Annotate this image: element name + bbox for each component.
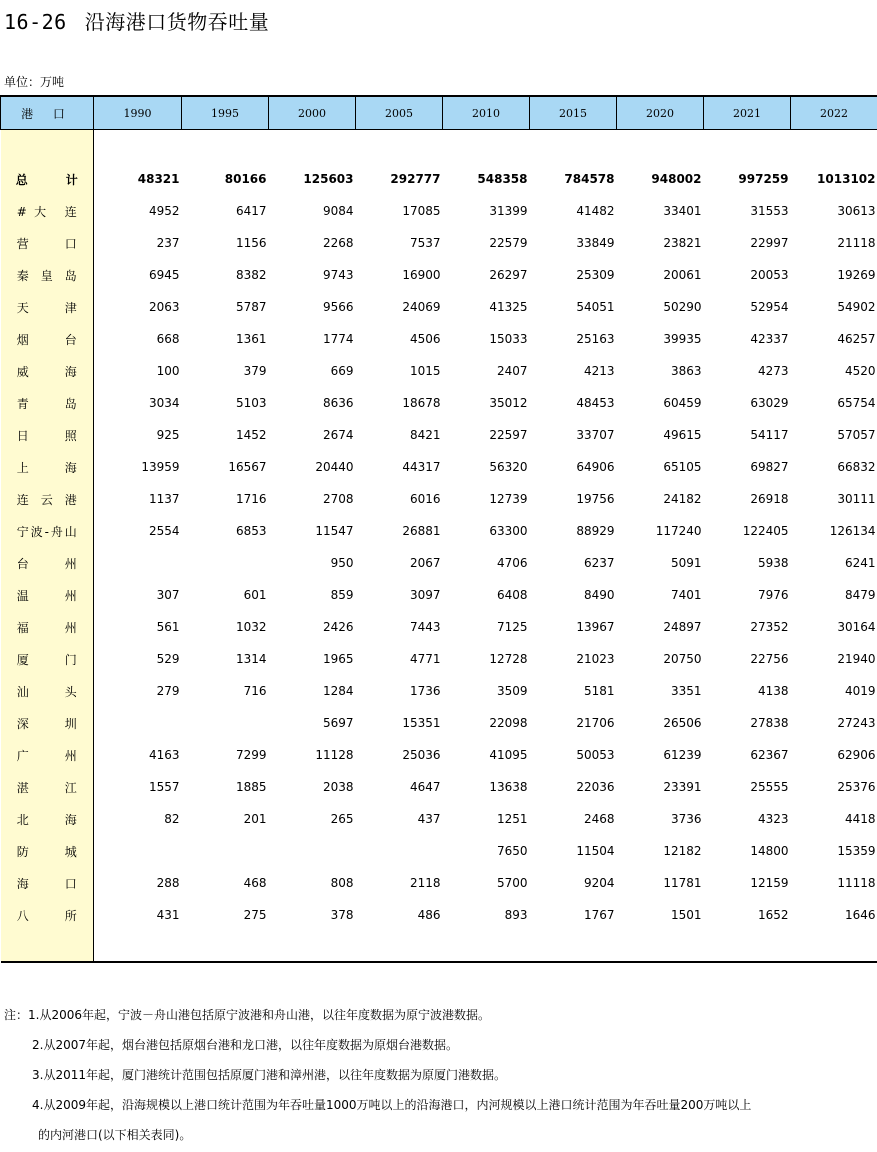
value-cell-2010: 12728 bbox=[489, 652, 528, 666]
value-cell-2015: 5181 bbox=[583, 684, 615, 698]
value-cell-1995: 6853 bbox=[235, 524, 267, 538]
value-cell-1990: 279 bbox=[156, 684, 180, 698]
port-name: 天 津 bbox=[16, 300, 77, 315]
year-header-2005: 2005 bbox=[356, 96, 443, 130]
value-cell-2010: 2407 bbox=[496, 364, 528, 378]
value-cell-2005: 7443 bbox=[409, 620, 441, 634]
value-cell-2020: 117240 bbox=[655, 524, 702, 538]
footnote-line: 的内河港口(以下相关表同)。 bbox=[38, 1128, 192, 1142]
value-cell-2005: 15351 bbox=[402, 716, 441, 730]
value-cell-2010: 63300 bbox=[489, 524, 528, 538]
value-cell-2022: 30164 bbox=[837, 620, 876, 634]
value-cell-2005: 1015 bbox=[409, 364, 441, 378]
value-cell-2000 bbox=[269, 835, 356, 867]
value-cell-1990 bbox=[94, 547, 182, 579]
value-cell-2020: 65105 bbox=[663, 460, 702, 474]
value-cell-2010: 41095 bbox=[489, 748, 528, 762]
value-cell-2021: 63029 bbox=[750, 396, 789, 410]
value-cell-1990: 6945 bbox=[148, 268, 180, 282]
value-cell-1995: 7299 bbox=[235, 748, 267, 762]
table-row bbox=[1, 323, 877, 355]
value-cell-1995: 379 bbox=[243, 364, 267, 378]
value-cell-2022: 8479 bbox=[844, 588, 876, 602]
spacer-row bbox=[1, 130, 877, 164]
value-cell-2005: 2067 bbox=[409, 556, 441, 570]
port-name: #大 连 bbox=[16, 204, 77, 219]
port-name: 总 计 bbox=[15, 172, 78, 187]
value-cell-1995: 1885 bbox=[235, 780, 267, 794]
port-name: 厦 门 bbox=[16, 652, 77, 667]
value-cell-2010: 22597 bbox=[489, 428, 528, 442]
value-cell-1995: 468 bbox=[243, 876, 267, 890]
port-name: 深 圳 bbox=[16, 716, 77, 731]
table-row bbox=[1, 579, 877, 611]
value-cell-1990 bbox=[94, 835, 182, 867]
value-cell-2020: 5091 bbox=[670, 556, 702, 570]
table-header-row bbox=[1, 96, 877, 130]
value-cell-2010: 7125 bbox=[496, 620, 528, 634]
value-cell-1990: 3034 bbox=[148, 396, 180, 410]
value-cell-2015: 25163 bbox=[576, 332, 615, 346]
value-cell-2021: 4273 bbox=[757, 364, 789, 378]
value-cell-2000: 378 bbox=[330, 908, 354, 922]
value-cell-2021: 42337 bbox=[750, 332, 789, 346]
value-cell-2015: 41482 bbox=[576, 204, 615, 218]
value-cell-2005: 25036 bbox=[402, 748, 441, 762]
value-cell-2022: 1013102 bbox=[817, 172, 876, 186]
table-row bbox=[1, 611, 877, 643]
value-cell-2005: 7537 bbox=[409, 236, 441, 250]
value-cell-1995 bbox=[182, 835, 269, 867]
port-name: 温 州 bbox=[16, 588, 77, 603]
value-cell-2010: 31399 bbox=[489, 204, 528, 218]
value-cell-2000: 2708 bbox=[322, 492, 354, 506]
value-cell-1990: 1137 bbox=[148, 492, 180, 506]
port-name: 广 州 bbox=[16, 748, 77, 763]
value-cell-2015: 21023 bbox=[576, 652, 615, 666]
table-row bbox=[1, 451, 877, 483]
port-name: 台 州 bbox=[16, 556, 77, 571]
value-cell-1990: 100 bbox=[156, 364, 180, 378]
value-cell-2022: 1646 bbox=[844, 908, 876, 922]
value-cell-2010: 6408 bbox=[496, 588, 528, 602]
value-cell-1990: 561 bbox=[156, 620, 180, 634]
value-cell-2015: 784578 bbox=[564, 172, 615, 186]
value-cell-1995: 1156 bbox=[235, 236, 267, 250]
value-cell-1990: 4163 bbox=[148, 748, 180, 762]
value-cell-2021: 52954 bbox=[750, 300, 789, 314]
year-header-2015: 2015 bbox=[530, 96, 617, 130]
value-cell-2000: 11547 bbox=[315, 524, 354, 538]
value-cell-1995: 201 bbox=[243, 812, 267, 826]
value-cell-2005: 4647 bbox=[409, 780, 441, 794]
value-cell-2000: 1774 bbox=[322, 332, 354, 346]
value-cell-2015: 22036 bbox=[576, 780, 615, 794]
port-name: 八 所 bbox=[16, 908, 77, 923]
value-cell-1990: 668 bbox=[156, 332, 180, 346]
value-cell-2021: 4323 bbox=[757, 812, 789, 826]
value-cell-2021: 27838 bbox=[750, 716, 789, 730]
value-cell-2022: 11118 bbox=[837, 876, 876, 890]
value-cell-2022: 27243 bbox=[837, 716, 876, 730]
value-cell-2020: 23821 bbox=[663, 236, 702, 250]
value-cell-2015: 64906 bbox=[576, 460, 615, 474]
value-cell-1995: 275 bbox=[243, 908, 267, 922]
footnote-line: 4.从2009年起，沿海规模以上港口统计范围为年吞吐量1000万吨以上的沿海港口，内河规模以上港口统计范围为年吞吐量200万吨以上 bbox=[32, 1098, 752, 1112]
value-cell-2000: 808 bbox=[330, 876, 354, 890]
table-end-row bbox=[1, 931, 877, 962]
table-row bbox=[1, 387, 877, 419]
port-name: 防 城 bbox=[16, 844, 77, 859]
value-cell-2022: 54902 bbox=[837, 300, 876, 314]
value-cell-2000: 5697 bbox=[322, 716, 354, 730]
value-cell-2005 bbox=[356, 835, 443, 867]
value-cell-1995: 1716 bbox=[235, 492, 267, 506]
value-cell-1990: 307 bbox=[156, 588, 180, 602]
value-cell-1995: 8382 bbox=[235, 268, 267, 282]
port-column-header: 港 口 bbox=[1, 96, 94, 130]
value-cell-2000: 20440 bbox=[315, 460, 354, 474]
table-row bbox=[1, 291, 877, 323]
table-row bbox=[1, 227, 877, 259]
value-cell-2015: 8490 bbox=[583, 588, 615, 602]
port-name: 连云港 bbox=[16, 492, 77, 507]
value-cell-2010: 22579 bbox=[489, 236, 528, 250]
table-row bbox=[1, 803, 877, 835]
value-cell-2021: 20053 bbox=[750, 268, 789, 282]
port-name: 海 口 bbox=[16, 876, 77, 891]
value-cell-2015: 25309 bbox=[576, 268, 615, 282]
year-header-2010: 2010 bbox=[443, 96, 530, 130]
value-cell-1995: 80166 bbox=[224, 172, 267, 186]
value-cell-2022: 62906 bbox=[837, 748, 876, 762]
year-header-2020: 2020 bbox=[617, 96, 704, 130]
table-row bbox=[1, 643, 877, 675]
value-cell-2022: 30613 bbox=[837, 204, 876, 218]
table-row bbox=[1, 419, 877, 451]
port-name: 福 州 bbox=[16, 620, 77, 635]
value-cell-2000: 2268 bbox=[322, 236, 354, 250]
table-row bbox=[1, 771, 877, 803]
value-cell-2010: 3509 bbox=[496, 684, 528, 698]
value-cell-1995 bbox=[182, 707, 269, 739]
value-cell-2000: 1284 bbox=[322, 684, 354, 698]
value-cell-2022: 15359 bbox=[837, 844, 876, 858]
table-row bbox=[1, 675, 877, 707]
value-cell-2021: 26918 bbox=[750, 492, 789, 506]
port-name: 北 海 bbox=[16, 812, 77, 827]
value-cell-2021: 22756 bbox=[750, 652, 789, 666]
value-cell-2010: 15033 bbox=[489, 332, 528, 346]
value-cell-2010: 13638 bbox=[489, 780, 528, 794]
value-cell-2005: 26881 bbox=[402, 524, 441, 538]
port-name: 宁波-舟山 bbox=[16, 524, 77, 539]
table-row bbox=[1, 483, 877, 515]
table-row bbox=[1, 195, 877, 227]
value-cell-2020: 26506 bbox=[663, 716, 702, 730]
value-cell-2015: 54051 bbox=[576, 300, 615, 314]
port-name: 汕 头 bbox=[16, 684, 77, 699]
unit-label: 单位：万吨 bbox=[4, 75, 65, 89]
value-cell-2022: 57057 bbox=[837, 428, 876, 442]
port-name: 营 口 bbox=[16, 236, 77, 251]
value-cell-2020: 11781 bbox=[663, 876, 702, 890]
value-cell-2005: 1736 bbox=[409, 684, 441, 698]
value-cell-2000: 125603 bbox=[303, 172, 354, 186]
value-cell-1995: 716 bbox=[243, 684, 267, 698]
table-row bbox=[1, 899, 877, 931]
value-cell-2015: 33707 bbox=[576, 428, 615, 442]
value-cell-2000: 669 bbox=[330, 364, 354, 378]
value-cell-2020: 33401 bbox=[663, 204, 702, 218]
value-cell-1990: 431 bbox=[156, 908, 180, 922]
table-row bbox=[1, 835, 877, 867]
value-cell-2021: 62367 bbox=[750, 748, 789, 762]
value-cell-1990: 2063 bbox=[148, 300, 180, 314]
table-body bbox=[1, 130, 877, 963]
table-row bbox=[1, 355, 877, 387]
value-cell-2010: 5700 bbox=[496, 876, 528, 890]
value-cell-2010: 7650 bbox=[496, 844, 528, 858]
value-cell-2010: 893 bbox=[504, 908, 528, 922]
value-cell-2010: 41325 bbox=[489, 300, 528, 314]
value-cell-2022: 21118 bbox=[837, 236, 876, 250]
value-cell-2021: 27352 bbox=[750, 620, 789, 634]
value-cell-2021: 31553 bbox=[750, 204, 789, 218]
footnotes bbox=[4, 1000, 751, 1150]
page-title bbox=[4, 6, 269, 35]
value-cell-2010: 548358 bbox=[477, 172, 528, 186]
value-cell-2021: 122405 bbox=[742, 524, 789, 538]
table-row bbox=[1, 515, 877, 547]
value-cell-2000: 9566 bbox=[322, 300, 354, 314]
port-name: 青 岛 bbox=[16, 396, 77, 411]
value-cell-2021: 22997 bbox=[750, 236, 789, 250]
value-cell-1995: 5103 bbox=[235, 396, 267, 410]
value-cell-2005: 292777 bbox=[390, 172, 441, 186]
value-cell-2022: 4418 bbox=[844, 812, 876, 826]
footnote-line: 注：1.从2006年起，宁波－舟山港包括原宁波港和舟山港，以往年度数据为原宁波港数据。 bbox=[4, 1008, 490, 1022]
value-cell-2000: 2038 bbox=[322, 780, 354, 794]
value-cell-1995: 5787 bbox=[235, 300, 267, 314]
value-cell-2021: 997259 bbox=[738, 172, 789, 186]
value-cell-2010: 12739 bbox=[489, 492, 528, 506]
table-row bbox=[1, 739, 877, 771]
footnote-line: 3.从2011年起，厦门港统计范围包括原厦门港和漳州港，以往年度数据为原厦门港数据。 bbox=[32, 1068, 506, 1082]
value-cell-2015: 4213 bbox=[583, 364, 615, 378]
value-cell-2022: 21940 bbox=[837, 652, 876, 666]
value-cell-2020: 20061 bbox=[663, 268, 702, 282]
value-cell-2000: 950 bbox=[330, 556, 354, 570]
year-header-2022: 2022 bbox=[791, 96, 877, 130]
value-cell-1995 bbox=[182, 547, 269, 579]
value-cell-2015: 9204 bbox=[583, 876, 615, 890]
year-header-2000: 2000 bbox=[269, 96, 356, 130]
value-cell-1990: 48321 bbox=[137, 172, 180, 186]
value-cell-2005: 437 bbox=[417, 812, 441, 826]
value-cell-2015: 19756 bbox=[576, 492, 615, 506]
value-cell-2015: 33849 bbox=[576, 236, 615, 250]
value-cell-2010: 4706 bbox=[496, 556, 528, 570]
port-name: 湛 江 bbox=[16, 780, 77, 795]
year-header-2021: 2021 bbox=[704, 96, 791, 130]
value-cell-2020: 3736 bbox=[670, 812, 702, 826]
value-cell-1990 bbox=[94, 707, 182, 739]
value-cell-1990: 1557 bbox=[148, 780, 180, 794]
value-cell-2015: 13967 bbox=[576, 620, 615, 634]
value-cell-2021: 25555 bbox=[750, 780, 789, 794]
value-cell-2000: 9084 bbox=[322, 204, 354, 218]
value-cell-2021: 5938 bbox=[757, 556, 789, 570]
value-cell-2000: 859 bbox=[330, 588, 354, 602]
value-cell-1995: 1032 bbox=[235, 620, 267, 634]
value-cell-2020: 3351 bbox=[670, 684, 702, 698]
value-cell-1990: 237 bbox=[156, 236, 180, 250]
value-cell-2020: 49615 bbox=[663, 428, 702, 442]
value-cell-2005: 17085 bbox=[402, 204, 441, 218]
value-cell-2000: 2426 bbox=[322, 620, 354, 634]
footnote-line: 2.从2007年起，烟台港包括原烟台港和龙口港，以往年度数据为原烟台港数据。 bbox=[32, 1038, 458, 1052]
value-cell-2022: 19269 bbox=[837, 268, 876, 282]
value-cell-2005: 486 bbox=[417, 908, 441, 922]
value-cell-2022: 25376 bbox=[837, 780, 876, 794]
port-throughput-table bbox=[0, 95, 877, 963]
port-name: 威 海 bbox=[16, 364, 77, 379]
value-cell-2020: 20750 bbox=[663, 652, 702, 666]
value-cell-2005: 2118 bbox=[409, 876, 441, 890]
value-cell-2000: 8636 bbox=[322, 396, 354, 410]
value-cell-2021: 54117 bbox=[750, 428, 789, 442]
value-cell-2005: 3097 bbox=[409, 588, 441, 602]
value-cell-2005: 4506 bbox=[409, 332, 441, 346]
value-cell-2005: 16900 bbox=[402, 268, 441, 282]
value-cell-2015: 48453 bbox=[576, 396, 615, 410]
value-cell-2005: 4771 bbox=[409, 652, 441, 666]
value-cell-2010: 1251 bbox=[496, 812, 528, 826]
value-cell-2015: 50053 bbox=[576, 748, 615, 762]
value-cell-2015: 2468 bbox=[583, 812, 615, 826]
table-number: 16-26 bbox=[4, 10, 67, 34]
value-cell-2020: 60459 bbox=[663, 396, 702, 410]
value-cell-1995: 1452 bbox=[235, 428, 267, 442]
value-cell-2005: 8421 bbox=[409, 428, 441, 442]
value-cell-2021: 4138 bbox=[757, 684, 789, 698]
value-cell-2020: 1501 bbox=[670, 908, 702, 922]
value-cell-2020: 24182 bbox=[663, 492, 702, 506]
value-cell-2021: 12159 bbox=[750, 876, 789, 890]
value-cell-2015: 1767 bbox=[583, 908, 615, 922]
table-row bbox=[1, 547, 877, 579]
table-row bbox=[1, 707, 877, 739]
value-cell-1990: 4952 bbox=[148, 204, 180, 218]
value-cell-1990: 2554 bbox=[148, 524, 180, 538]
value-cell-2022: 4019 bbox=[844, 684, 876, 698]
value-cell-2020: 24897 bbox=[663, 620, 702, 634]
port-name: 日 照 bbox=[16, 428, 77, 443]
port-name: 秦皇岛 bbox=[16, 268, 77, 283]
value-cell-2000: 1965 bbox=[322, 652, 354, 666]
value-cell-2000: 2674 bbox=[322, 428, 354, 442]
value-cell-2022: 65754 bbox=[837, 396, 876, 410]
value-cell-2010: 26297 bbox=[489, 268, 528, 282]
value-cell-2000: 11128 bbox=[315, 748, 354, 762]
value-cell-1990: 925 bbox=[156, 428, 180, 442]
value-cell-2000: 9743 bbox=[322, 268, 354, 282]
value-cell-2000: 265 bbox=[330, 812, 354, 826]
value-cell-2021: 69827 bbox=[750, 460, 789, 474]
table-title: 沿海港口货物吞吐量 bbox=[84, 10, 270, 34]
value-cell-2005: 44317 bbox=[402, 460, 441, 474]
port-name: 烟 台 bbox=[16, 332, 77, 347]
value-cell-2020: 12182 bbox=[663, 844, 702, 858]
value-cell-1995: 601 bbox=[243, 588, 267, 602]
value-cell-2022: 30111 bbox=[837, 492, 876, 506]
value-cell-2022: 4520 bbox=[844, 364, 876, 378]
table-row bbox=[1, 867, 877, 899]
value-cell-2015: 11504 bbox=[576, 844, 615, 858]
value-cell-1995: 6417 bbox=[235, 204, 267, 218]
value-cell-1990: 82 bbox=[164, 812, 180, 826]
value-cell-2022: 66832 bbox=[837, 460, 876, 474]
value-cell-1995: 1314 bbox=[235, 652, 267, 666]
value-cell-2015: 88929 bbox=[576, 524, 615, 538]
year-header-1990: 1990 bbox=[94, 96, 182, 130]
value-cell-2021: 14800 bbox=[750, 844, 789, 858]
value-cell-2022: 126134 bbox=[829, 524, 876, 538]
value-cell-2015: 21706 bbox=[576, 716, 615, 730]
value-cell-1990: 529 bbox=[156, 652, 180, 666]
value-cell-2021: 1652 bbox=[757, 908, 789, 922]
total-row bbox=[1, 163, 877, 195]
table-row bbox=[1, 259, 877, 291]
value-cell-2005: 6016 bbox=[409, 492, 441, 506]
value-cell-2015: 6237 bbox=[583, 556, 615, 570]
value-cell-2010: 22098 bbox=[489, 716, 528, 730]
value-cell-2020: 948002 bbox=[651, 172, 702, 186]
value-cell-2020: 50290 bbox=[663, 300, 702, 314]
value-cell-2022: 46257 bbox=[837, 332, 876, 346]
value-cell-2005: 24069 bbox=[402, 300, 441, 314]
value-cell-2005: 18678 bbox=[402, 396, 441, 410]
year-header-1995: 1995 bbox=[182, 96, 269, 130]
value-cell-2020: 3863 bbox=[670, 364, 702, 378]
value-cell-2021: 7976 bbox=[757, 588, 789, 602]
value-cell-2010: 56320 bbox=[489, 460, 528, 474]
port-name: 上 海 bbox=[16, 460, 77, 475]
value-cell-2020: 23391 bbox=[663, 780, 702, 794]
value-cell-1995: 16567 bbox=[228, 460, 267, 474]
value-cell-1990: 288 bbox=[156, 876, 180, 890]
value-cell-1990: 13959 bbox=[141, 460, 180, 474]
value-cell-2020: 61239 bbox=[663, 748, 702, 762]
value-cell-2020: 39935 bbox=[663, 332, 702, 346]
value-cell-2010: 35012 bbox=[489, 396, 528, 410]
value-cell-1995: 1361 bbox=[235, 332, 267, 346]
value-cell-2022: 6241 bbox=[844, 556, 876, 570]
value-cell-2020: 7401 bbox=[670, 588, 702, 602]
